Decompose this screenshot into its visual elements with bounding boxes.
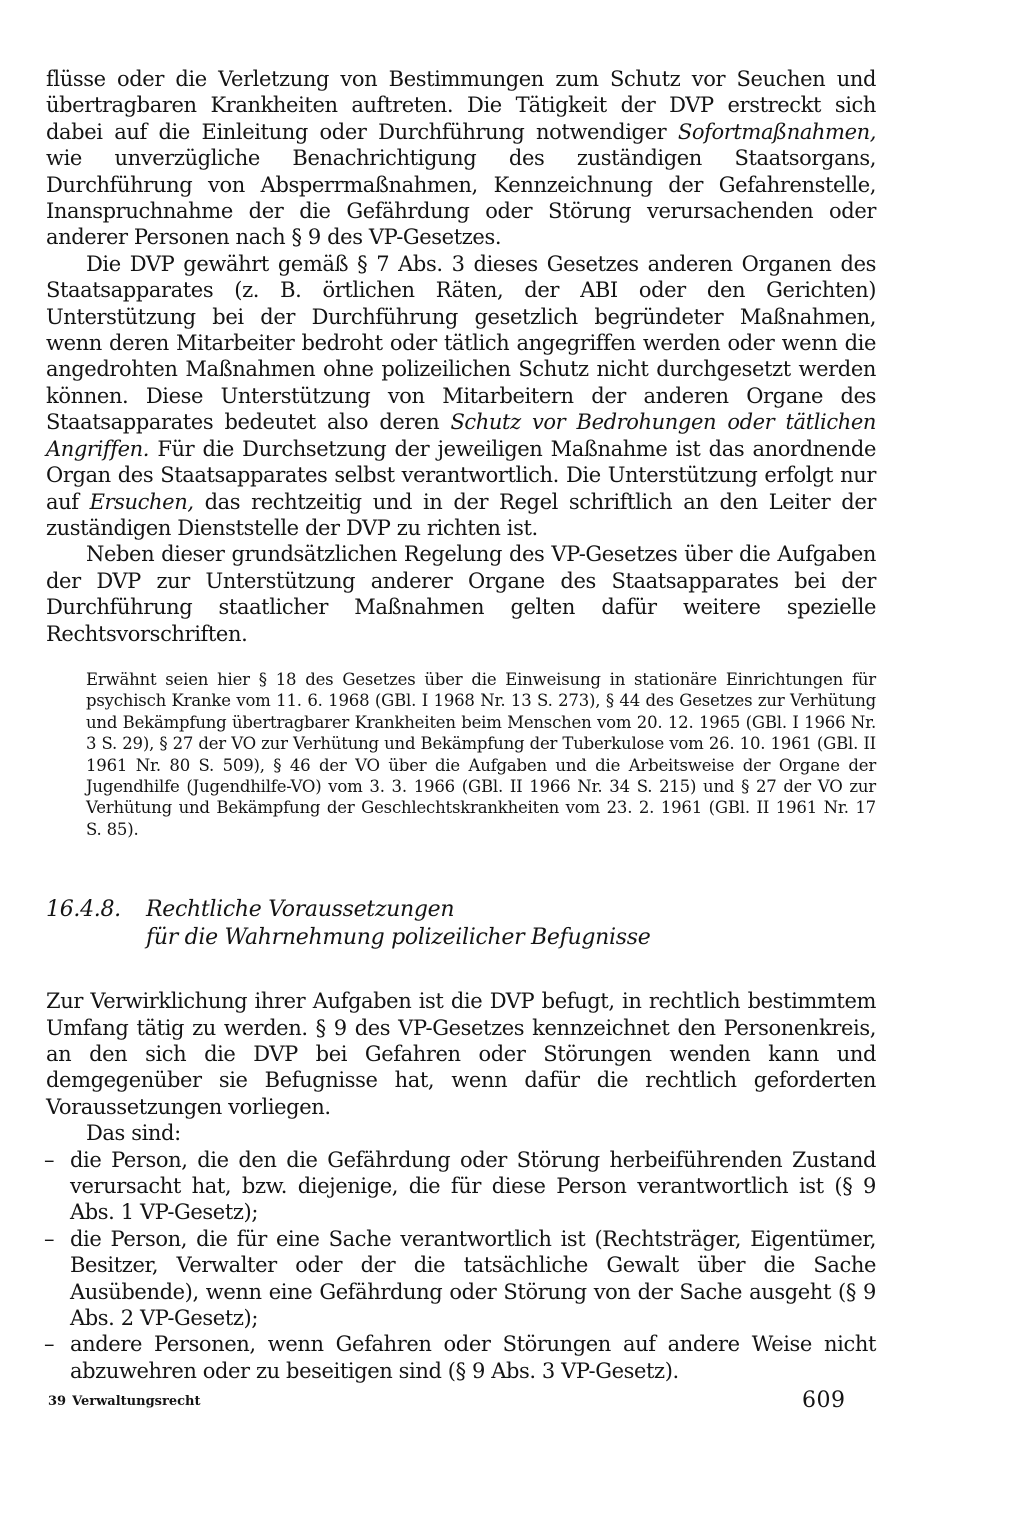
page-number: 609 bbox=[802, 1388, 846, 1413]
book-title: Verwaltungsrecht bbox=[72, 1394, 201, 1409]
person-list bbox=[46, 1147, 876, 1385]
list-item-text: andere Personen, wenn Gefahren oder Störungen auf andere Weise nicht abzuwehren oder zu beseitigen sind (§ 9 Abs. 3 VP-Gesetz). bbox=[70, 1332, 876, 1383]
list-item bbox=[46, 1331, 876, 1384]
paragraph-text: Die DVP gewährt gemäß § 7 Abs. 3 dieses Gesetzes anderen Organen des Staatsapparates (z. B. örtlichen Räten, der ABI oder den Gerichten) Unterstützung bei der Durchführung gesetzlich begründeter Maßnahmen, wenn deren Mitarbeiter bedroht oder tätlich angegriffen werden oder wenn die angedrohten Maßnahmen ohne polizeilichen Schutz nicht durchgesetzt werden können. Diese Unterstützung von Mitarbeitern der anderen Organe des Staatsapparates bedeutet also deren bbox=[46, 251, 876, 435]
reference-note: Erwähnt seien hier § 18 des Gesetzes über die Einweisung in stationäre Einrichtungen für psychisch Kranke vom 11. 6. 1968 (GBl. I 1968 Nr. 13 S. 273), § 44 des Gesetzes zur Verhütung und Bekämpfung übertragbarer Krankheiten beim Menschen vom 20. 12. 1965 (GBl. I 1966 Nr. 3 S. 29), § 27 der VO zur Verhütung und Bekämpfung der Tuberkulose vom 26. 10. 1961 (GBl. II 1961 Nr. 80 S. 509), § 46 der VO über die Aufgaben und die Arbeitsweise der Organe der Jugendhilfe (Jugendhilfe-VO) vom 3. 3. 1966 (GBl. II 1966 Nr. 34 S. 215) und § 27 der VO zur Verhütung und Bekämpfung der Geschlechtskrankheiten vom 23. 2. 1961 (GBl. II 1961 Nr. 17 S. 85). bbox=[86, 669, 876, 839]
list-item-text: die Person, die den die Gefährdung oder Störung herbeiführenden Zustand verursacht hat, bzw. diejenige, die für diese Person verantwortlich ist (§ 9 Abs. 1 VP-Gesetz); bbox=[70, 1147, 876, 1225]
list-item bbox=[46, 1226, 876, 1332]
dash-bullet: – bbox=[44, 1147, 55, 1172]
dash-bullet: – bbox=[44, 1332, 55, 1357]
section-number: 16.4.8. bbox=[46, 897, 121, 923]
list-item bbox=[46, 1147, 876, 1226]
signature-number: 39 bbox=[48, 1394, 67, 1409]
dash-bullet: – bbox=[44, 1226, 55, 1251]
section-title-line-1: Rechtliche Voraussetzungen bbox=[146, 897, 455, 923]
paragraph-1 bbox=[46, 66, 876, 251]
paragraph-2 bbox=[46, 251, 876, 541]
paragraph-text: das rechtzeitig und in der Regel schriftlich an den Leiter der zuständigen Dienststelle der DVP zu richten ist. bbox=[46, 489, 876, 540]
paragraph-emphasis: Sofortmaßnahmen, bbox=[677, 119, 876, 144]
paragraph-3: Neben dieser grundsätzlichen Regelung des VP-Gesetzes über die Aufgaben der DVP zur Unterstützung anderer Organe des Staatsapparates bei der Durchführung staatlicher Maßnahmen gelten dafür weitere spezielle Rechtsvorschriften. bbox=[46, 542, 876, 646]
paragraph-emphasis: Ersuchen, bbox=[89, 489, 194, 514]
paragraph-text: Für die Durchsetzung der jeweiligen Maßnahme ist das anordnende Organ des Staatsapparates selbst verantwortlich. Die Unterstützung erfolgt nur auf bbox=[46, 436, 876, 514]
page-body bbox=[46, 66, 876, 1384]
paragraph-emphasis: Schutz vor Bedrohungen oder tätlichen Angriffen. bbox=[46, 410, 876, 461]
paragraph-text: wie unverzügliche Benachrichtigung des zuständigen Staatsorgans, Durchführung von Absperrmaßnahmen, Kennzeichnung der Gefahrenstelle, Inanspruchnahme der die Gefährdung oder Störung verursachenden oder anderer Personen nach § 9 des VP-Gesetzes. bbox=[46, 146, 876, 250]
paragraph-text: flüsse oder die Verletzung von Bestimmungen zum Schutz vor Seuchen und übertragbaren Krankheiten auftreten. Die Tätigkeit der DVP erstreckt sich dabei auf die Einleitung oder Durchführung notwendiger bbox=[46, 67, 876, 144]
list-lead: Das sind: bbox=[86, 1121, 181, 1146]
section-body bbox=[46, 988, 876, 1384]
list-item-text: die Person, die für eine Sache verantwortlich ist (Rechtsträger, Eigentümer, Besitzer, Verwalter oder der die tatsächliche Gewalt über die Sache Ausübende), wenn eine Gefährdung oder Störung von der Sache ausgeht (§ 9 Abs. 2 VP-Gesetz); bbox=[70, 1226, 876, 1331]
section-title-line-2: für die Wahrnehmung polizeilicher Befugnisse bbox=[146, 925, 651, 951]
section-heading bbox=[46, 896, 876, 952]
footer-signature bbox=[48, 1394, 200, 1409]
section-intro: Zur Verwirklichung ihrer Aufgaben ist die DVP befugt, in rechtlich bestimmtem Umfang tätig zu werden. § 9 des VP-Gesetzes kennzeichnet den Personenkreis, an den sich die DVP bei Gefahren oder Störungen wenden kann und demgegenüber sie Befugnisse hat, wenn dafür die rechtlich geforderten Voraussetzungen vorliegen. bbox=[46, 989, 876, 1119]
